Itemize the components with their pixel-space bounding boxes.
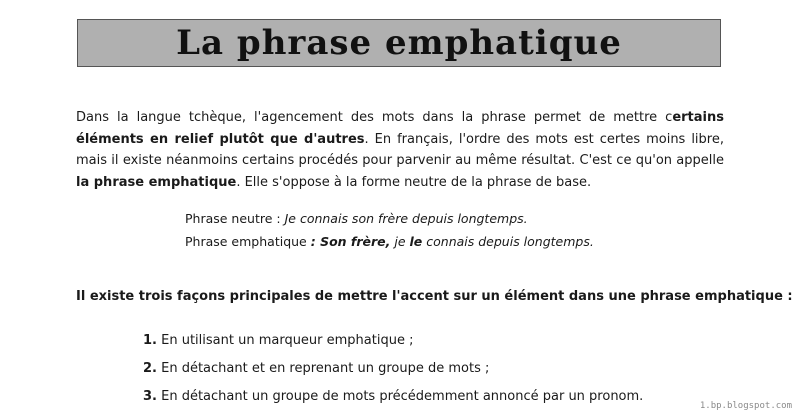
intro-bold-1: ertains éléments en relief plutôt que d'autres	[76, 110, 724, 147]
source-watermark: 1.bp.blogspot.com	[699, 401, 792, 411]
example-neutral	[185, 207, 594, 230]
emphatic-bold-2: le	[409, 234, 423, 249]
item-text: En détachant un groupe de mots précédemment annoncé par un pronom.	[156, 389, 644, 404]
intro-text-1: Dans la langue tchèque, l'agencement des mots dans la phrase permet de mettre c	[76, 110, 673, 125]
neutral-sentence: Je connais son frère depuis longtemps.	[284, 211, 528, 226]
item-number: 1.	[143, 333, 157, 348]
emphatic-label: Phrase emphatique	[185, 234, 311, 249]
list-item	[143, 355, 643, 383]
item-text: En détachant et en reprenant un groupe de mots ;	[156, 361, 490, 376]
intro-paragraph	[76, 107, 724, 193]
page-title: La phrase emphatique	[176, 23, 622, 63]
examples-block	[185, 207, 594, 253]
emphatic-bold-1: : Son frère,	[310, 234, 391, 249]
methods-list	[143, 327, 643, 411]
neutral-label: Phrase neutre :	[185, 211, 285, 226]
item-text: En utilisant un marqueur emphatique ;	[156, 333, 414, 348]
item-number: 2.	[143, 361, 157, 376]
emphatic-mid: je	[390, 234, 410, 249]
intro-text-3: . Elle s'oppose à la forme neutre de la phrase de base.	[236, 174, 592, 190]
emphatic-end: connais depuis longtemps.	[422, 234, 594, 249]
title-banner	[77, 19, 721, 67]
list-item	[143, 383, 643, 411]
intro-text-2: . En français, l'ordre des mots est certes moins libre, mais il existe néanmoins certains procédés pour parvenir au même résultat. C'est ce qu'on appelle	[76, 131, 724, 168]
item-number: 3.	[143, 389, 157, 404]
intro-bold-2: la phrase emphatique	[76, 174, 237, 190]
example-emphatic	[185, 230, 594, 253]
list-item	[143, 327, 643, 355]
methods-lead: Il existe trois façons principales de mettre l'accent sur un élément dans une phrase emphatique :	[76, 289, 793, 304]
